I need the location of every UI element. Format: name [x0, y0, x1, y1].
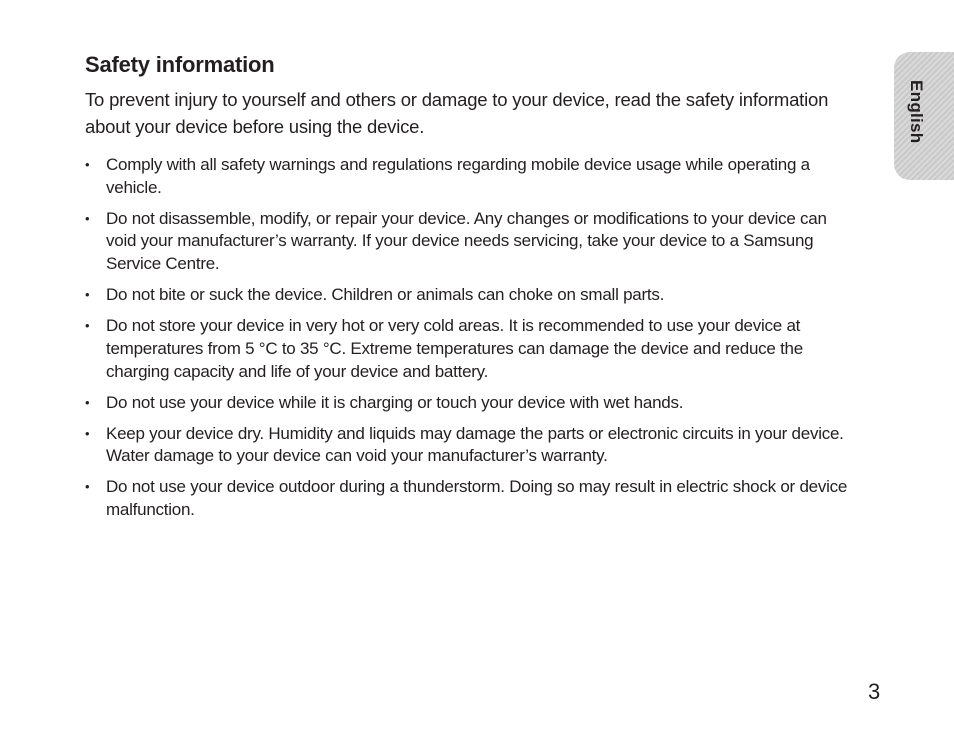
language-label: English: [907, 80, 926, 144]
bullet-marker: •: [85, 425, 90, 441]
list-item: [85, 154, 855, 199]
bullet-marker: •: [85, 287, 90, 303]
language-tab: [894, 52, 954, 180]
safety-bullet-list: [85, 154, 855, 522]
list-item: [85, 208, 855, 276]
list-item-text: Do not bite or suck the device. Children or animals can choke on small parts.: [106, 285, 665, 305]
list-item-text: Do not use your device outdoor during a thunderstorm. Doing so may result in electric shock or device malfunction.: [106, 477, 848, 519]
bullet-marker: •: [85, 210, 90, 226]
list-item: [85, 315, 855, 383]
list-item-text: Do not store your device in very hot or very cold areas. It is recommended to use your device at temperatures from 5 °C to 35 °C. Extreme temperatures can damage the device and reduce the charging capacity and life of your device and battery.: [106, 316, 803, 381]
bullet-marker: •: [85, 479, 90, 495]
list-item: [85, 476, 855, 521]
document-body: [85, 52, 855, 530]
list-item-text: Do not use your device while it is charging or touch your device with wet hands.: [106, 392, 684, 412]
bullet-marker: •: [85, 318, 90, 334]
page-number: 3: [868, 679, 881, 704]
list-item: [85, 284, 855, 307]
list-item: [85, 392, 855, 415]
bullet-marker: •: [85, 157, 90, 172]
list-item: [85, 423, 855, 468]
intro-paragraph: To prevent injury to yourself and others or damage to your device, read the safety information about your device before using the device.: [85, 89, 829, 137]
list-item-text: Comply with all safety warnings and regulations regarding mobile device usage while operating a vehicle.: [106, 155, 810, 197]
list-item-text: Keep your device dry. Humidity and liquids may damage the parts or electronic circuits in your device. Water damage to your device can void your manufacturer’s warranty.: [106, 423, 844, 466]
bullet-marker: •: [85, 394, 90, 410]
page-title: Safety information: [85, 52, 275, 77]
list-item-text: Do not disassemble, modify, or repair your device. Any changes or modifications to your device can void your manufacturer’s warranty. If your device needs servicing, take your device to a Samsung Service Centre.: [106, 208, 827, 274]
